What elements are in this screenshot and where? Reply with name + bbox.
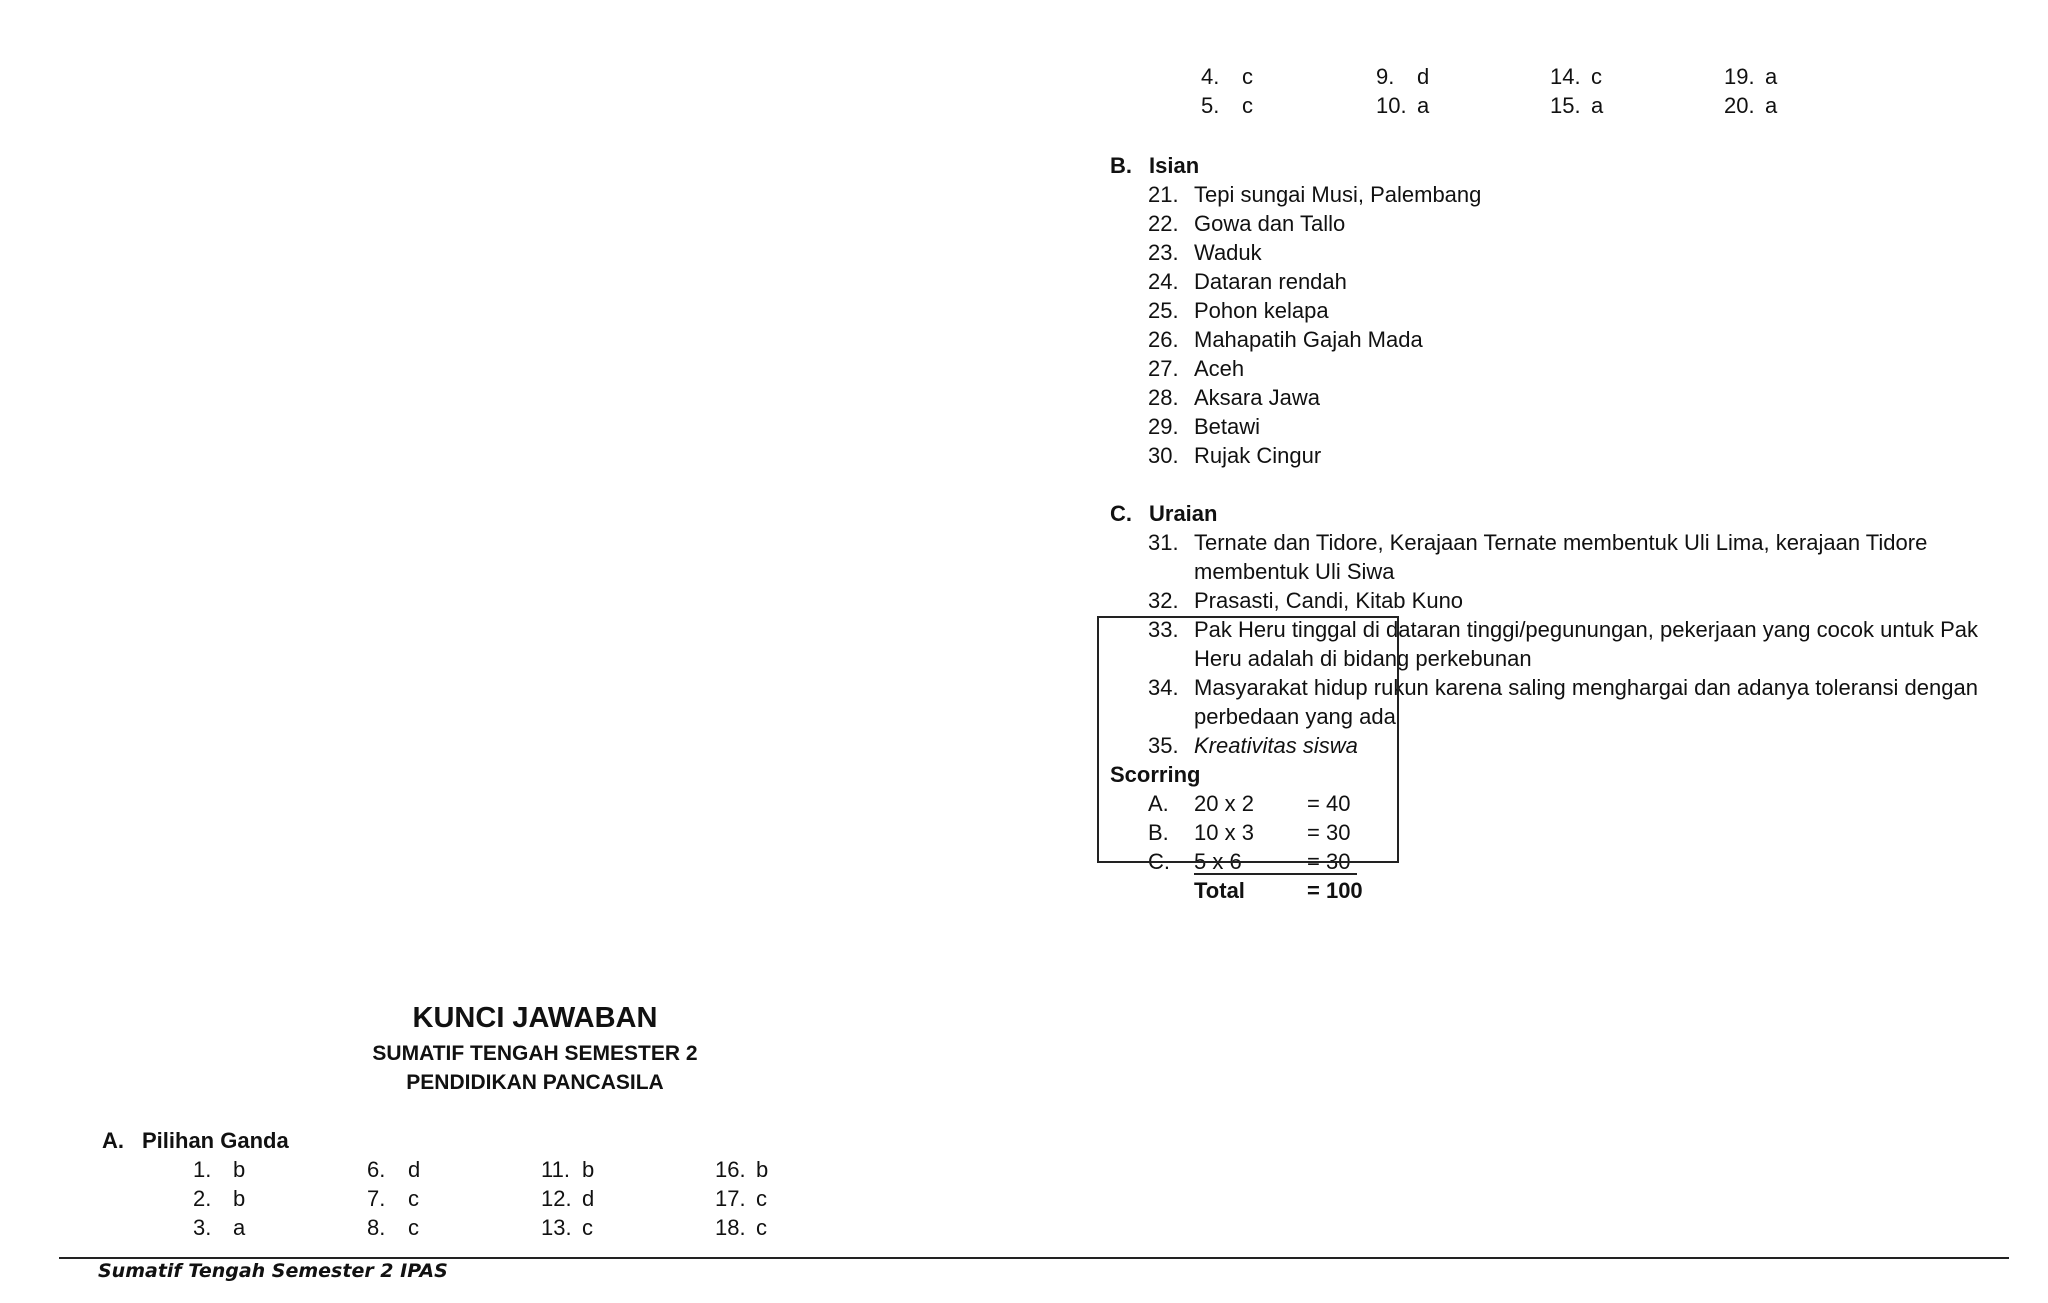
- scoring-total-value: = 100: [1307, 878, 1363, 903]
- item-number: 35.: [1148, 733, 1179, 758]
- answer-number: 20.: [1724, 93, 1755, 118]
- answer-letter: a: [1591, 93, 1604, 118]
- scoring-letter: A.: [1148, 791, 1169, 816]
- footer-rule: [59, 1257, 2009, 1259]
- item-number: 34.: [1148, 675, 1179, 700]
- answer-letter: d: [1417, 64, 1430, 89]
- section-heading: Pilihan Ganda: [142, 1128, 289, 1153]
- item-number: 30.: [1148, 443, 1179, 468]
- item-text: Prasasti, Candi, Kitab Kuno: [1194, 588, 1464, 613]
- item-number: 22.: [1148, 211, 1179, 236]
- section-letter: B.: [1110, 153, 1132, 178]
- answer-number: 3.: [193, 1215, 212, 1240]
- scoring-result: = 30: [1307, 820, 1351, 845]
- item-text: Rujak Cingur: [1194, 443, 1322, 468]
- answer-letter: b: [582, 1157, 595, 1182]
- answer-letter: b: [233, 1186, 246, 1211]
- scoring-calc: 20 x 2: [1194, 791, 1254, 816]
- scoring-calc: 10 x 3: [1194, 820, 1254, 845]
- answer-number: 5.: [1201, 93, 1220, 118]
- item-text: Aksara Jawa: [1194, 385, 1320, 410]
- page-subtitle: SUMATIF TENGAH SEMESTER 2: [372, 1042, 698, 1065]
- answer-letter: c: [756, 1215, 767, 1240]
- answer-number: 18.: [715, 1215, 746, 1240]
- item-text: Mahapatih Gajah Mada: [1194, 327, 1423, 352]
- item-text-continued: perbedaan yang ada: [1194, 704, 1396, 729]
- answer-letter: c: [1591, 64, 1602, 89]
- item-text: Pak Heru tinggal di dataran tinggi/pegunungan, pekerjaan yang cocok untuk Pak: [1194, 617, 1978, 642]
- item-text: Tepi sungai Musi, Palembang: [1194, 182, 1482, 207]
- answer-letter: b: [233, 1157, 246, 1182]
- item-text: Ternate dan Tidore, Kerajaan Ternate membentuk Uli Lima, kerajaan Tidore: [1194, 530, 1928, 555]
- answer-number: 11.: [541, 1157, 570, 1182]
- item-text: Gowa dan Tallo: [1194, 211, 1346, 236]
- answer-number: 17.: [715, 1186, 746, 1211]
- section-heading: Isian: [1149, 153, 1200, 178]
- answer-number: 9.: [1376, 64, 1395, 89]
- answer-number: 13.: [541, 1215, 572, 1240]
- item-text: Kreativitas siswa: [1194, 733, 1358, 758]
- annotation-box: [1097, 616, 1399, 863]
- scoring-letter: B.: [1148, 820, 1169, 845]
- answer-letter: a: [233, 1215, 246, 1240]
- answer-letter: a: [1417, 93, 1430, 118]
- scoring-result: = 40: [1307, 791, 1351, 816]
- item-number: 29.: [1148, 414, 1179, 439]
- scoring-calc: 5 x 6: [1194, 849, 1242, 874]
- item-number: 21.: [1148, 182, 1179, 207]
- answer-number: 2.: [193, 1186, 212, 1211]
- answer-letter: c: [408, 1215, 419, 1240]
- answer-letter: c: [1242, 64, 1253, 89]
- scoring-heading: Scorring: [1110, 762, 1201, 787]
- answer-letter: d: [582, 1186, 595, 1211]
- answer-letter: c: [582, 1215, 593, 1240]
- answer-letter: c: [1242, 93, 1253, 118]
- answer-letter: b: [756, 1157, 769, 1182]
- section-letter: A.: [102, 1128, 124, 1153]
- answer-number: 12.: [541, 1186, 572, 1211]
- item-text-continued: membentuk Uli Siwa: [1194, 559, 1395, 584]
- item-text: Betawi: [1194, 414, 1261, 439]
- answer-letter: a: [1765, 93, 1778, 118]
- item-number: 27.: [1148, 356, 1179, 381]
- answer-number: 8.: [367, 1215, 386, 1240]
- sum-underline: [1194, 873, 1357, 875]
- item-number: 31.: [1148, 530, 1179, 555]
- item-number: 33.: [1148, 617, 1179, 642]
- item-text: Waduk: [1194, 240, 1262, 265]
- item-text: Masyarakat hidup rukun karena saling menghargai dan adanya toleransi dengan: [1194, 675, 1978, 700]
- item-number: 26.: [1148, 327, 1179, 352]
- answer-letter: a: [1765, 64, 1778, 89]
- item-number: 25.: [1148, 298, 1179, 323]
- item-number: 28.: [1148, 385, 1179, 410]
- scoring-total-label: Total: [1194, 878, 1245, 903]
- answer-number: 16.: [715, 1157, 746, 1182]
- answer-number: 7.: [367, 1186, 386, 1211]
- answer-number: 15.: [1550, 93, 1581, 118]
- scoring-result: = 30: [1307, 849, 1351, 874]
- item-text-continued: Heru adalah di bidang perkebunan: [1194, 646, 1532, 671]
- item-text: Pohon kelapa: [1194, 298, 1329, 323]
- section-letter: C.: [1110, 501, 1132, 526]
- item-number: 32.: [1148, 588, 1179, 613]
- answer-number: 19.: [1724, 64, 1755, 89]
- page-subtitle: PENDIDIKAN PANCASILA: [406, 1071, 664, 1094]
- item-text: Dataran rendah: [1194, 269, 1347, 294]
- answer-number: 1.: [193, 1157, 212, 1182]
- answer-letter: c: [408, 1186, 419, 1211]
- answer-number: 4.: [1201, 64, 1220, 89]
- item-text: Aceh: [1194, 356, 1245, 381]
- answer-letter: c: [756, 1186, 767, 1211]
- scoring-letter: C.: [1148, 849, 1170, 874]
- section-heading: Uraian: [1149, 501, 1218, 526]
- item-number: 23.: [1148, 240, 1179, 265]
- answer-number: 10.: [1376, 93, 1407, 118]
- answer-number: 14.: [1550, 64, 1581, 89]
- answer-letter: d: [408, 1157, 421, 1182]
- footer-text: Sumatif Tengah Semester 2 IPAS: [98, 1260, 448, 1282]
- page-title: KUNCI JAWABAN: [412, 1002, 658, 1034]
- item-number: 24.: [1148, 269, 1179, 294]
- answer-number: 6.: [367, 1157, 386, 1182]
